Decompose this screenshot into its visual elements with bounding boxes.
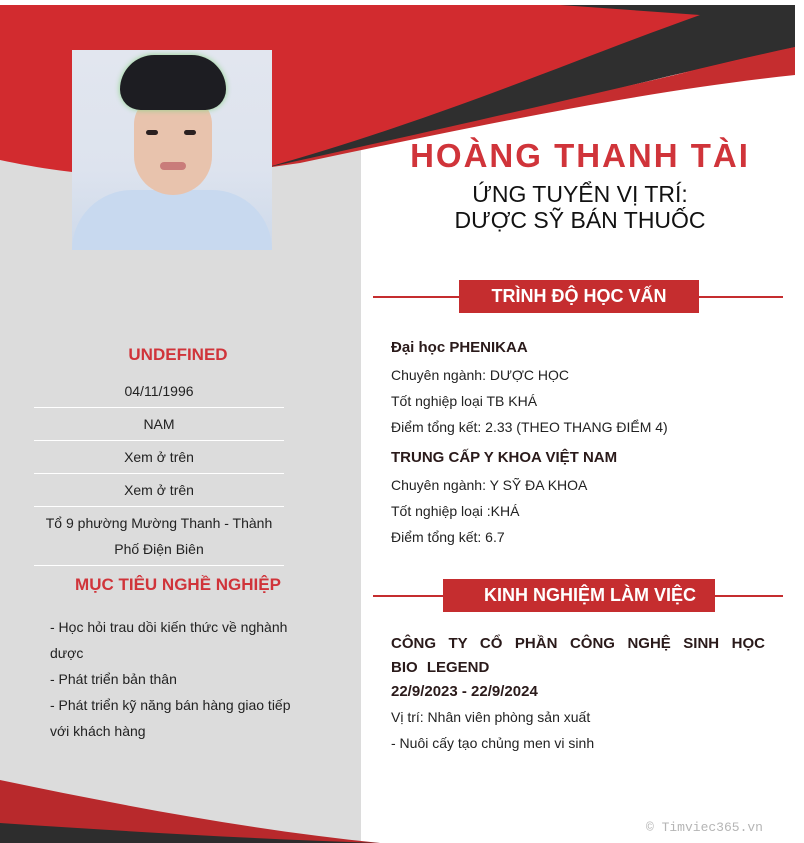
education-section-title: TRÌNH ĐỘ HỌC VẤN [459,280,699,313]
applied-position: ỨNG TUYỂN VỊ TRÍ: DƯỢC SỸ BÁN THUỐC [454,181,706,233]
candidate-name: HOÀNG THANH TÀI [410,137,750,174]
profile-label: UNDEFINED [128,345,228,364]
info-birthdate: 04/11/1996 [34,375,284,408]
education-entry: TRUNG CẤP Y KHOA VIỆT NAM Chuyên ngành: Y SỸ ĐA KHOA Tốt nghiệp loại :KHÁ Điểm tổng kết: 6.7 [391,449,618,545]
experience-section-title: KINH NGHIỆM LÀM VIỆC [443,579,715,612]
career-goal-list [50,614,300,744]
info-address: Tổ 9 phường Mường Thanh - Thành Phố Điện Biên [34,507,284,566]
goal-item: - Phát triển kỹ năng bán hàng giao tiếp với khách hàng [50,697,291,739]
profile-photo [72,50,272,250]
info-phone: Xem ở trên [34,441,284,474]
education-list [391,334,781,550]
education-entry: Đại học PHENIKAA Chuyên ngành: DƯỢC HỌC Tốt nghiệp loại TB KHÁ Điểm tổng kết: 2.33 (THEO THANG ĐIỂM 4) [391,339,668,435]
goal-item: - Phát triển bản thân [50,671,177,687]
watermark: © Timviec365.vn [645,820,763,835]
cv-page [0,5,795,843]
experience-entry: CÔNG TY CỔ PHẦN CÔNG NGHỆ SINH HỌC BIO LEGEND 22/9/2023 - 22/9/2024 Vị trí: Nhân viên phòng sản xuất - Nuôi cấy tạo chủng men vi sinh [391,635,765,751]
experience-list [391,632,765,756]
info-gender: NAM [34,408,284,441]
personal-info-list [34,375,284,566]
goal-item: - Học hỏi trau dồi kiến thức về nghành dược [50,619,288,661]
info-email: Xem ở trên [34,474,284,507]
career-goal-title: MỤC TIÊU NGHỀ NGHIỆP [75,575,281,594]
